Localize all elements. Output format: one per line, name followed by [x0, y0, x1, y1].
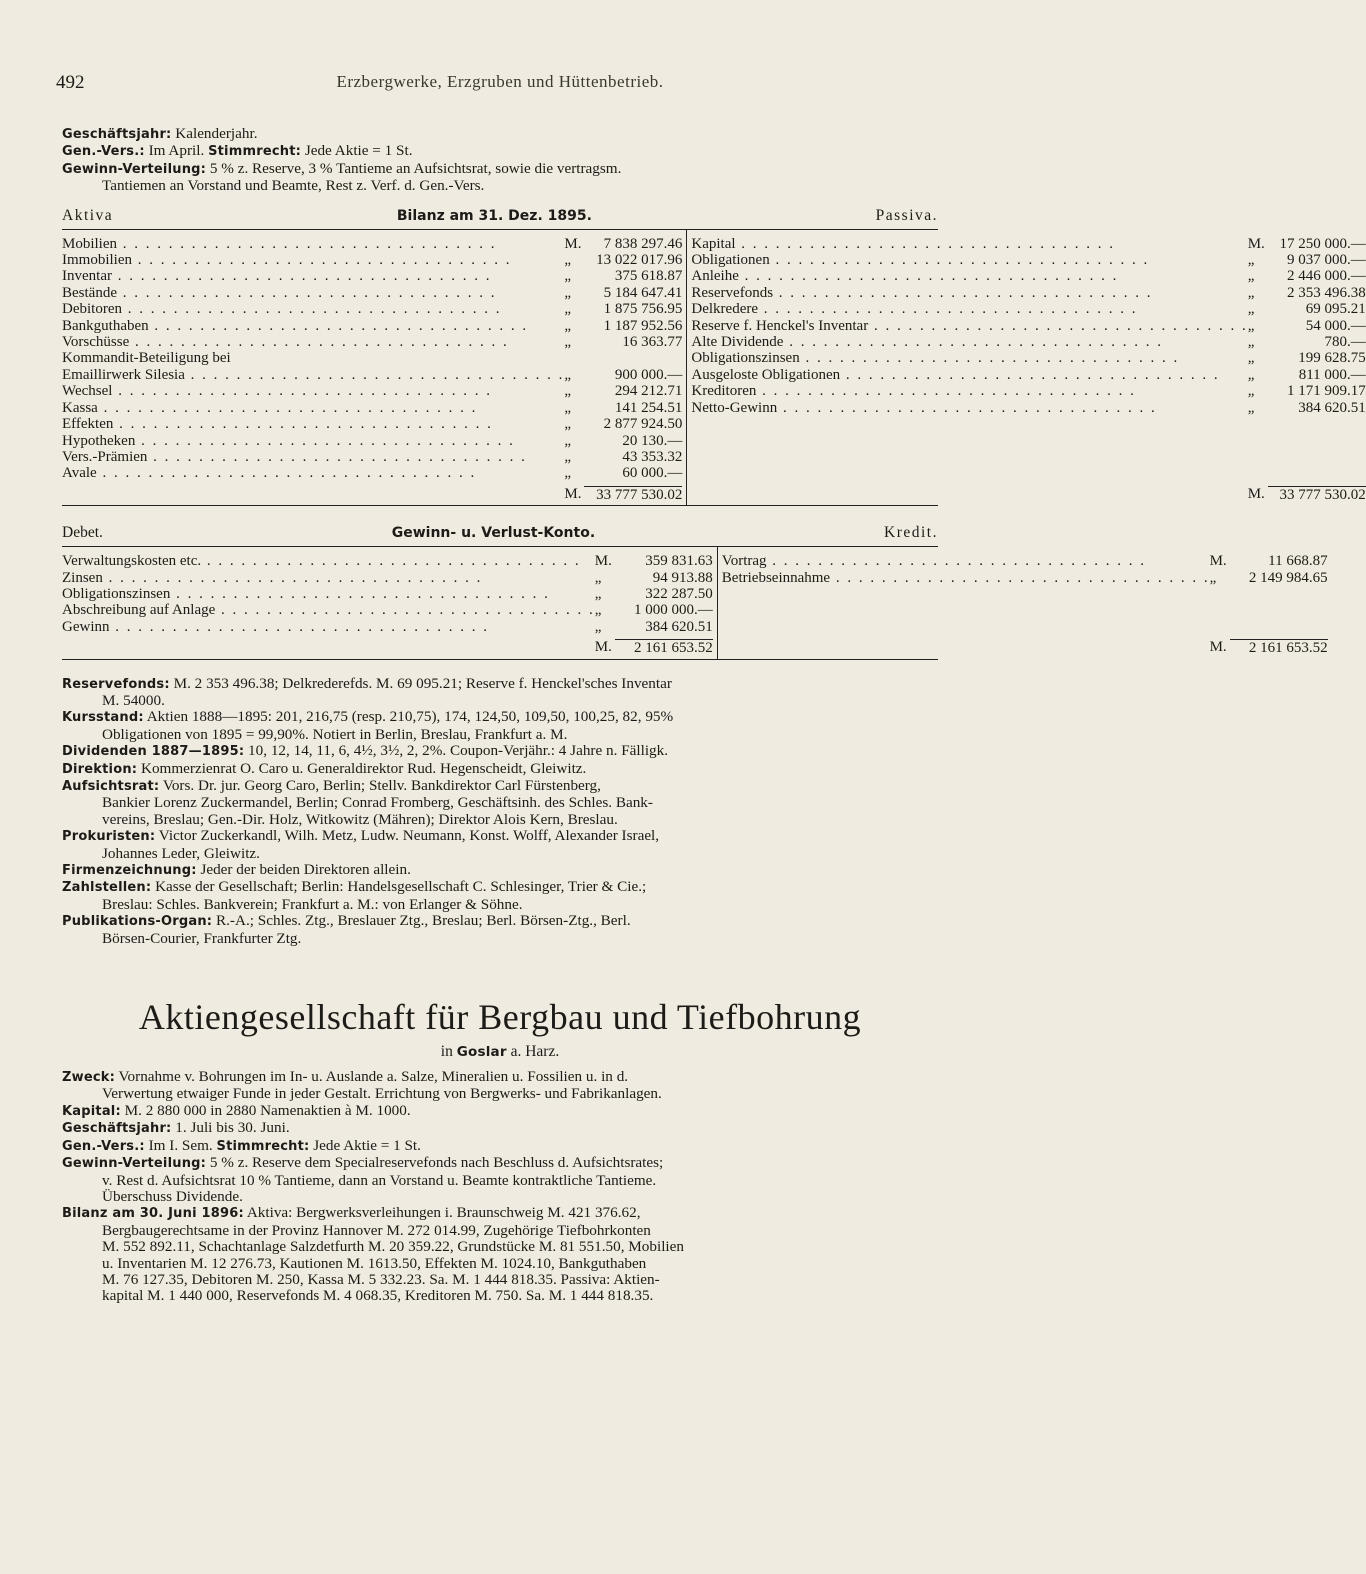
- ledger-label: Betriebseinnahme . . .: [722, 570, 1210, 586]
- ledger-value: 811 000.—: [1298, 366, 1366, 383]
- label-c2-stimmrecht: Stimmrecht:: [216, 1138, 310, 1154]
- ledger-currency: „: [564, 284, 572, 301]
- ledger-value: 2 877 924.50: [603, 416, 683, 433]
- ledger-value: 294 212.71: [614, 383, 683, 400]
- ledger-row: [62, 433, 682, 449]
- ledger-sum-value: 33 777 530.02: [584, 486, 682, 503]
- debet-column: [62, 547, 718, 658]
- ledger-currency: [564, 350, 584, 366]
- company2-sub-post: a. Harz.: [510, 1043, 560, 1061]
- ledger-value: 69 095.21: [1305, 301, 1366, 318]
- ledger-sum-currency: M.: [1209, 639, 1227, 656]
- ledger-row: [62, 586, 713, 602]
- intro-gewinn: [62, 161, 938, 195]
- detail-dividenden: [62, 743, 938, 760]
- text-c2-stimmrecht: Jede Aktie = 1 St.: [313, 1136, 421, 1154]
- label-c2-geschaeftsjahr: Geschäftsjahr:: [62, 1121, 172, 1137]
- text-c2-gewinn: 5 % z. Reserve dem Specialreservefonds nach Beschluss d. Aufsichtsrates;: [209, 1154, 664, 1172]
- ledger-sum-value: 2 161 653.52: [1230, 639, 1328, 656]
- ledger-value: [584, 350, 682, 366]
- ledger-currency: „: [564, 268, 572, 285]
- ledger-label: Delkredere . . .: [691, 301, 1247, 317]
- ledger-spacer: [691, 449, 1365, 465]
- label-zweck: Zweck:: [62, 1070, 116, 1086]
- guv-title: Gewinn- u. Verlust-Konto.: [391, 525, 596, 542]
- ledger-value: 384 620.51: [1298, 399, 1366, 416]
- label-kursstand: Kursstand:: [62, 710, 144, 726]
- text-prokuristen-2: Johannes Leder, Gleiwitz.: [102, 844, 260, 862]
- c2-kapital: [62, 1103, 938, 1120]
- ledger-value: 9 037 000.—: [1286, 252, 1366, 269]
- ledger-label: Emaillirwerk Silesia . . .: [62, 367, 564, 383]
- bilanz-title-row: [62, 207, 938, 225]
- ledger-currency: „: [1247, 366, 1255, 383]
- text-kapital: M. 2 880 000 in 2880 Namenaktien à M. 1000.: [124, 1101, 411, 1119]
- ledger-spacer: [722, 619, 1328, 635]
- ledger-sum-value: 2 161 653.52: [615, 639, 713, 656]
- ledger-value: 1 171 909.17: [1286, 383, 1366, 400]
- label-c2-gewinn: Gewinn-Verteilung:: [62, 1156, 207, 1172]
- ledger-value: 5 184 647.41: [603, 284, 683, 301]
- ledger-spacer: [691, 416, 1365, 432]
- guv-right-head: Kredit.: [884, 524, 938, 542]
- label-geschaeftsjahr: Geschäftsjahr:: [62, 127, 172, 142]
- ledger-value: 94 913.88: [652, 569, 713, 586]
- text-c2-bilanz-4: u. Inventarien M. 12 276.73, Kautionen M. 1613.50, Effekten M. 1024.10, Bankguthaben: [102, 1254, 647, 1272]
- ledger-value: 359 831.63: [645, 553, 713, 570]
- ledger-row: [722, 553, 1328, 569]
- ledger-value: 13 022 017.96: [596, 252, 683, 269]
- ledger-label: Vortrag . . .: [722, 553, 1210, 569]
- ledger-label: Verwaltungskosten etc. . . .: [62, 553, 595, 569]
- ledger-label: Reservefonds . . .: [691, 285, 1247, 301]
- text-aufsichtsrat-3: vereins, Breslau; Gen.-Dir. Holz, Witkowitz (Mähren); Direktor Alois Kern, Breslau.: [102, 810, 618, 828]
- ledger-currency: „: [564, 383, 572, 400]
- ledger-sum-row: [691, 486, 1365, 503]
- ledger-value: 43 353.32: [622, 448, 683, 465]
- ledger-value: 375 618.87: [614, 268, 683, 285]
- ledger-row: [62, 416, 682, 432]
- label-stimmrecht: Stimmrecht:: [208, 144, 302, 160]
- ledger-currency: „: [594, 602, 602, 619]
- ledger-currency: M.: [1209, 553, 1227, 570]
- ledger-label: Vorschüsse . . .: [62, 334, 564, 350]
- ledger-value: 384 620.51: [645, 618, 713, 635]
- ledger-label: Netto-Gewinn . . .: [691, 400, 1247, 416]
- ledger-label: Vers.-Prämien . . .: [62, 449, 564, 465]
- text-c2-geschaeftsjahr: 1. Juli bis 30. Juni.: [175, 1119, 290, 1137]
- ledger-sum-spacer: [691, 486, 1247, 503]
- label-genvers: Gen.-Vers.:: [62, 144, 145, 160]
- ledger-sum-row: [62, 486, 682, 503]
- bilanz-table: [62, 229, 1366, 507]
- ledger-row: [62, 252, 682, 268]
- label-publikation: Publikations-Organ:: [62, 914, 213, 930]
- ledger-value: 2 446 000.—: [1286, 268, 1366, 285]
- ledger-currency: „: [1247, 317, 1255, 334]
- text-zweck-2: Verwertung etwaiger Funde in jeder Gestalt. Errichtung von Bergwerks- und Fabrikanlagen.: [102, 1085, 662, 1103]
- ledger-row: [62, 236, 682, 252]
- ledger-currency: „: [1247, 301, 1255, 318]
- ledger-currency: M.: [1247, 235, 1265, 252]
- ledger-label: Abschreibung auf Anlage . . .: [62, 602, 595, 618]
- ledger-row: [62, 619, 713, 635]
- text-c2-bilanz-2: Bergbaugerechtsame in der Provinz Hannover M. 272 014.99, Zugehörige Tiefbohrkonten: [102, 1221, 651, 1239]
- ledger-sum-spacer: [62, 486, 564, 503]
- ledger-row: [691, 350, 1365, 366]
- ledger-value: 60 000.—: [622, 465, 683, 482]
- text-c2-bilanz-6: kapital M. 1 440 000, Reservefonds M. 4 068.35, Kreditoren M. 750. Sa. M. 1 444 818.35.: [102, 1287, 654, 1305]
- ledger-value: 2 149 984.65: [1248, 569, 1328, 586]
- guv-table: [62, 546, 1328, 659]
- c2-gewinn: [62, 1155, 938, 1205]
- company2-section: [62, 997, 938, 1305]
- ledger-row: [691, 383, 1365, 399]
- ledger-currency: „: [564, 399, 572, 416]
- company2-city: Goslar: [456, 1044, 507, 1061]
- ledger-row: [691, 334, 1365, 350]
- ledger-row: [62, 350, 682, 366]
- bilanz-section: [62, 206, 1366, 507]
- label-zahlstellen: Zahlstellen:: [62, 880, 152, 896]
- label-firmenzeichnung: Firmenzeichnung:: [62, 863, 197, 879]
- ledger-currency: „: [564, 366, 572, 383]
- ledger-label: Mobilien . . .: [62, 236, 564, 252]
- detail-direktion: [62, 761, 938, 778]
- ledger-label: Obligationszinsen . . .: [691, 350, 1247, 366]
- ledger-currency: „: [594, 569, 602, 586]
- ledger-row: [62, 602, 713, 618]
- company2-subtitle: [62, 1043, 938, 1061]
- c2-genvers: [62, 1138, 938, 1155]
- c2-bilanz: [62, 1205, 938, 1304]
- ledger-row: [62, 367, 682, 383]
- ledger-label: Bankguthaben . . .: [62, 318, 564, 334]
- ledger-sum-spacer: [722, 639, 1210, 656]
- ledger-row: [62, 570, 713, 586]
- ledger-row: [62, 268, 682, 284]
- page-number: 492: [56, 72, 85, 93]
- ledger-value: 780.—: [1324, 334, 1366, 351]
- ledger-label: Gewinn . . .: [62, 619, 595, 635]
- ledger-label: Kassa . . .: [62, 400, 564, 416]
- ledger-row: [62, 465, 682, 481]
- company2-details: [62, 1069, 938, 1305]
- detail-zahlstellen: [62, 879, 938, 913]
- ledger-sum-currency: M.: [594, 639, 612, 656]
- ledger-label: Inventar . . .: [62, 268, 564, 284]
- ledger-label: Alte Dividende . . .: [691, 334, 1247, 350]
- text-kursstand-2: Obligationen von 1895 = 99,90%. Notiert in Berlin, Breslau, Frankfurt a. M.: [102, 725, 568, 743]
- text-prokuristen: Victor Zuckerkandl, Wilh. Metz, Ludw. Neumann, Konst. Wolff, Alexander Israel,: [158, 827, 660, 845]
- ledger-value: 199 628.75: [1298, 350, 1366, 367]
- ledger-currency: „: [1247, 252, 1255, 269]
- ledger-label: Kommandit-Beteiligung bei: [62, 350, 231, 367]
- ledger-value: 1 000 000.—: [634, 602, 713, 619]
- text-zahlstellen-2: Breslau: Schles. Bankverein; Frankfurt a. M.: von Erlanger & Söhne.: [102, 895, 523, 913]
- text-geschaeftsjahr: Kalenderjahr.: [175, 125, 258, 142]
- ledger-row: [62, 301, 682, 317]
- label-prokuristen: Prokuristen:: [62, 829, 156, 845]
- details-block: [62, 676, 938, 948]
- c2-geschaeftsjahr: [62, 1120, 938, 1137]
- text-aufsichtsrat-2: Bankier Lorenz Zuckermandel, Berlin; Conrad Fromberg, Geschäftsinh. des Schles. Bank-: [102, 794, 653, 812]
- guv-section: [62, 524, 1328, 659]
- ledger-row: [691, 252, 1365, 268]
- text-publikation-2: Börsen-Courier, Frankfurter Ztg.: [102, 929, 302, 947]
- ledger-row: [62, 400, 682, 416]
- ledger-currency: „: [1247, 383, 1255, 400]
- text-c2-gewinn-3: Überschuss Dividende.: [102, 1187, 243, 1205]
- ledger-value: 54 000.—: [1305, 317, 1366, 334]
- ledger-currency: „: [564, 252, 572, 269]
- label-c2-bilanz: Bilanz am 30. Juni 1896:: [62, 1206, 244, 1222]
- company2-title: Aktiengesellschaft für Bergbau und Tiefbohrung: [138, 997, 862, 1038]
- ledger-sum-row: [722, 639, 1328, 656]
- bilanz-title: Bilanz am 31. Dez. 1895.: [396, 207, 592, 224]
- ledger-label: Bestände . . .: [62, 285, 564, 301]
- running-head: [56, 72, 938, 102]
- ledger-currency: „: [564, 448, 572, 465]
- ledger-currency: M.: [564, 235, 582, 252]
- ledger-currency: „: [594, 618, 602, 635]
- ledger-row: [691, 301, 1365, 317]
- text-c2-bilanz: Aktiva: Bergwerksverleihungen i. Braunschweig M. 421 376.62,: [246, 1204, 641, 1222]
- text-c2-bilanz-5: M. 76 127.35, Debitoren M. 250, Kassa M. 5 332.23. Sa. M. 1 444 818.35. Passiva: Aktien-: [102, 1270, 660, 1288]
- ledger-currency: „: [1209, 569, 1217, 586]
- ledger-label: Reserve f. Henckel's Inventar . . .: [691, 318, 1247, 334]
- ledger-currency: „: [594, 585, 602, 602]
- bilanz-right-head: Passiva.: [875, 206, 938, 224]
- ledger-label: Ausgeloste Obligationen . . .: [691, 367, 1247, 383]
- ledger-row: [62, 449, 682, 465]
- ledger-value: 141 254.51: [614, 399, 683, 416]
- text-kursstand: Aktien 1888—1895: 201, 216,75 (resp. 210,75), 174, 124,50, 109,50, 100,25, 82, 95%: [146, 708, 674, 726]
- ledger-label: Zinsen . . .: [62, 570, 595, 586]
- text-direktion: Kommerzienrat O. Caro u. Generaldirektor Rud. Hegenscheidt, Gleiwitz.: [140, 759, 587, 777]
- label-direktion: Direktion:: [62, 761, 138, 777]
- ledger-value: 11 668.87: [1268, 553, 1328, 570]
- ledger-row: [62, 383, 682, 399]
- text-zweck: Vornahme v. Bohrungen im In- u. Auslande a. Salze, Mineralien u. Fossilien u. in d.: [118, 1068, 629, 1086]
- ledger-currency: „: [1247, 334, 1255, 351]
- ledger-label: Wechsel . . .: [62, 383, 564, 399]
- detail-firmenzeichnung: [62, 862, 938, 879]
- text-c2-bilanz-3: M. 552 892.11, Schachtanlage Salzdetfurth M. 20 359.22, Grundstücke M. 81 551.50, Mobilien: [102, 1238, 684, 1256]
- ledger-value: 2 353 496.38: [1286, 284, 1366, 301]
- passiva-column: [687, 230, 1365, 506]
- ledger-value: 1 875 756.95: [603, 301, 683, 318]
- ledger-sum-spacer: [62, 639, 595, 656]
- c2-zweck: [62, 1069, 938, 1103]
- ledger-currency: „: [564, 317, 572, 334]
- label-gewinn: Gewinn-Verteilung:: [62, 161, 207, 177]
- ledger-sum-row: [62, 639, 713, 656]
- ledger-value: 20 130.—: [622, 432, 683, 449]
- intro-block: [62, 126, 938, 195]
- ledger-label: Kreditoren . . .: [691, 383, 1247, 399]
- ledger-sum-currency: M.: [1247, 485, 1265, 502]
- ledger-row: [691, 285, 1365, 301]
- detail-aufsichtsrat: [62, 778, 938, 828]
- ledger-label: Avale . . .: [62, 465, 564, 481]
- ledger-row: [691, 400, 1365, 416]
- text-gewinn-2: Tantiemen an Vorstand und Beamte, Rest z. Verf. d. Gen.-Vers.: [102, 177, 485, 195]
- ledger-row: [62, 318, 682, 334]
- text-c2-gewinn-2: v. Rest d. Aufsichtsrat 10 % Tantieme, dann an Vorstand u. Beamte kontraktliche Tantieme.: [102, 1171, 657, 1189]
- text-firmenzeichnung: Jeder der beiden Direktoren allein.: [200, 861, 411, 879]
- ledger-currency: „: [1247, 350, 1255, 367]
- ledger-value: 1 187 952.56: [603, 317, 683, 334]
- guv-left-head: Debet.: [62, 524, 103, 542]
- ledger-currency: „: [564, 416, 572, 433]
- ledger-label: Debitoren . . .: [62, 301, 564, 317]
- text-reservefonds-2: M. 54000.: [102, 691, 165, 709]
- detail-publikation: [62, 913, 938, 947]
- ledger-value: 322 287.50: [645, 585, 713, 602]
- ledger-spacer: [691, 433, 1365, 449]
- running-title: Erzbergwerke, Erzgruben und Hüttenbetrieb.: [336, 72, 664, 91]
- ledger-label: Effekten . . .: [62, 416, 564, 432]
- label-reservefonds: Reservefonds:: [62, 676, 170, 692]
- text-dividenden: 10, 12, 14, 11, 6, 4½, 3½, 2, 2%. Coupon-Verjähr.: 4 Jahre n. Fälligk.: [248, 742, 669, 760]
- intro-genvers: [62, 143, 938, 160]
- ledger-row: [691, 236, 1365, 252]
- ledger-row: [691, 367, 1365, 383]
- label-aufsichtsrat: Aufsichtsrat:: [62, 779, 160, 794]
- label-c2-genvers: Gen.-Vers.:: [62, 1138, 145, 1154]
- text-reservefonds: M. 2 353 496.38; Delkrederefds. M. 69 095.21; Reserve f. Henckel'sches Inventar: [173, 674, 672, 692]
- text-zahlstellen: Kasse der Gesellschaft; Berlin: Handelsgesellschaft C. Schlesinger, Trier & Cie.;: [155, 878, 647, 896]
- ledger-spacer: [691, 465, 1365, 481]
- ledger-value: 16 363.77: [622, 334, 683, 351]
- ledger-currency: „: [1247, 268, 1255, 285]
- company2-sub-pre: in: [440, 1043, 453, 1061]
- detail-kursstand: [62, 709, 938, 743]
- bilanz-left-head: Aktiva: [62, 206, 114, 224]
- ledger-currency: „: [564, 301, 572, 318]
- ledger-value: 17 250 000.—: [1279, 235, 1366, 252]
- ledger-row: [722, 570, 1328, 586]
- text-c2-genvers: Im I. Sem.: [148, 1136, 213, 1154]
- text-publikation: R.-A.; Schles. Ztg., Breslauer Ztg., Breslau; Berl. Börsen-Ztg., Berl.: [216, 912, 631, 930]
- detail-prokuristen: [62, 828, 938, 862]
- ledger-currency: „: [564, 465, 572, 482]
- ledger-label: Obligationen . . .: [691, 252, 1247, 268]
- ledger-spacer: [722, 586, 1328, 602]
- ledger-currency: „: [1247, 399, 1255, 416]
- text-gewinn: 5 % z. Reserve, 3 % Tantieme an Aufsichtsrat, sowie die vertragsm.: [209, 159, 622, 177]
- ledger-currency: M.: [594, 553, 612, 570]
- label-kapital: Kapital:: [62, 1103, 121, 1119]
- text-genvers: Im April.: [148, 142, 205, 160]
- ledger-row: [62, 553, 713, 569]
- ledger-label: Anleihe . . .: [691, 268, 1247, 284]
- ledger-value: 7 838 297.46: [603, 235, 683, 252]
- ledger-row: [62, 334, 682, 350]
- ledger-sum-value: 33 777 530.02: [1268, 486, 1366, 503]
- aktiva-column: [62, 230, 687, 506]
- ledger-row: [691, 268, 1365, 284]
- ledger-currency: „: [564, 432, 572, 449]
- ledger-row: [691, 318, 1365, 334]
- label-dividenden: Dividenden 1887—1895:: [62, 744, 245, 760]
- intro-geschaeftsjahr: [62, 126, 938, 143]
- guv-title-row: [62, 524, 938, 542]
- text-stimmrecht: Jede Aktie = 1 St.: [304, 142, 413, 160]
- ledger-sum-currency: M.: [564, 485, 582, 502]
- ledger-label: Obligationszinsen . . .: [62, 586, 595, 602]
- ledger-currency: „: [1247, 284, 1255, 301]
- ledger-spacer: [722, 602, 1328, 618]
- kredit-column: [718, 547, 1328, 658]
- ledger-value: 900 000.—: [614, 366, 683, 383]
- ledger-currency: „: [564, 334, 572, 351]
- text-aufsichtsrat: Vors. Dr. jur. Georg Caro, Berlin; Stellv. Bankdirektor Carl Fürstenberg,: [162, 777, 601, 794]
- detail-reservefonds: [62, 676, 938, 710]
- ledger-label: Kapital . . .: [691, 236, 1247, 252]
- ledger-label: Immobilien . . .: [62, 252, 564, 268]
- ledger-label: Hypotheken . . .: [62, 433, 564, 449]
- ledger-row: [62, 285, 682, 301]
